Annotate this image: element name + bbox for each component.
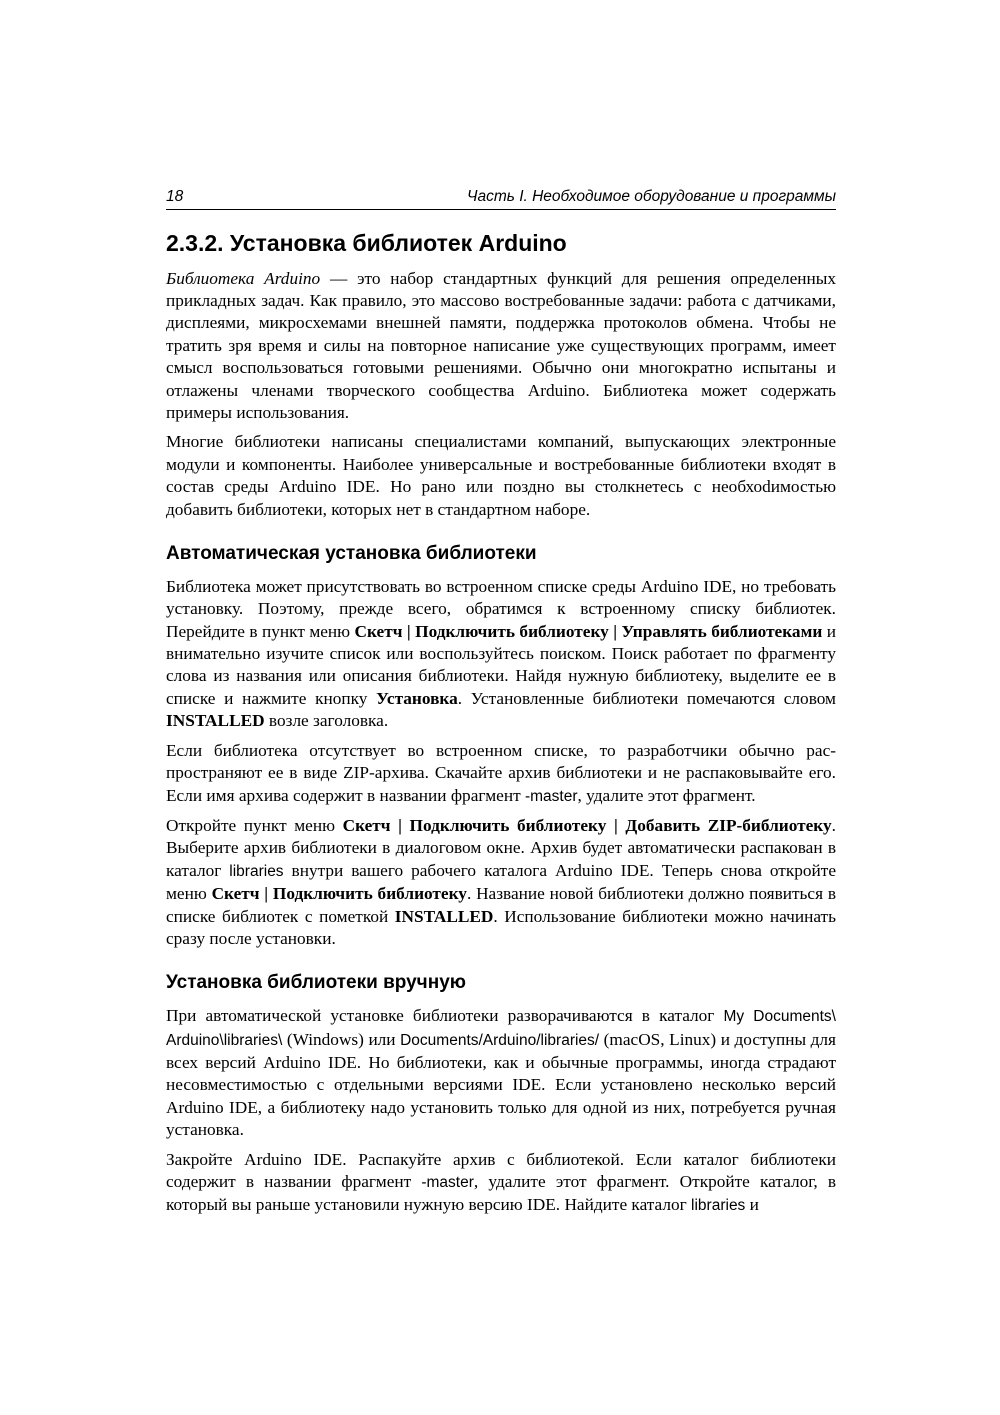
libraries-folder: libraries: [691, 1197, 746, 1215]
install-button-name: Установка: [376, 688, 458, 708]
page-number: 18: [166, 188, 184, 205]
section-title: 2.3.2. Установка библиотек Arduino: [166, 230, 567, 256]
intro-paragraph-1: Библиотека Arduino — это набор стандартных функций для решения определенных прикладных задач. Как правило, это массово востребованные задачи: работа с датчиками, дисплеями, микросхемами внешней памяти, поддержка протоколов обмена. Чтобы не тратить зря время и силы на повторное написание уже существующих программ, имеет смысл воспользоваться готовыми решениями. Обычно они многократно испытаны и отлажены членами творческого сообщества Arduino. Библиотека может содержать примеры использования.: [166, 268, 836, 423]
manual-paragraph-1: При автоматической установке библиотеки разворачиваются в каталог My Documents\ Arduino\libraries\ (Windows) или Documents/Arduino/libraries/ (macOS, Linux) и доступны для всех версий Arduino IDE. Но библиотеки, как и обычные программы, иногда страдают несовместимостью с отдельными версиями IDE. Если установлено несколько версий Arduino IDE, а библиотеку надо установить только для одной из них, потребуется ручная установка.: [166, 1006, 837, 1140]
intro-paragraph-2: Многие библиотеки написаны специалистами компаний, выпускающих электронные модули и компоненты. Наиболее универсальные и востребованные библиотеки входят в состав среды Arduino IDE. Но рано или поздно вы столкнетесь с необхоdимостью добавить библиотеки, которых нет в стандартном наборе.: [166, 432, 836, 519]
master-fragment: -master: [524, 787, 578, 805]
master-fragment: -master: [421, 1174, 474, 1191]
auto-paragraph-1: Библиотека может присутствовать во встроенном списке среды Arduino IDE, но требовать установку. Поэтому, прежде всего, обратимся к встроенному списку библиотек. Перейдите в пункт меню Скетч | Подключить библиотеку | Управлять библиотеками и внимательно изучите список или воспользуйтесь поиском. Поиск работает по фрагменту слова из названия или описания библиотеки. Найдя нужную библиотеку, выделите ее в списке и нажмите кнопку Установка. Установленные библиотеки помечаются словом INSTALLED возле заголовка.: [166, 576, 836, 731]
manual-paragraph-2: Закройте Arduino IDE. Распакуйте архив с библиотекой. Если каталог библиотеки содержит в названии фрагмент -master, удалите этот фрагмент. Откройте каталог, в который вы раньше установили нужную версию IDE. Найдите каталог libraries и: [166, 1149, 836, 1215]
subheading-auto-install: Автоматическая установка библиотеки: [166, 543, 537, 565]
running-title: Часть I. Необходимое оборудование и программы: [467, 188, 836, 205]
subheading-manual-install: Установка библиотеки вручную: [166, 972, 466, 994]
menu-path-include-library: Скетч | Подключить библиотеку: [211, 884, 467, 904]
auto-paragraph-2: Если библиотека отсутствует во встроенном списке, то разработчики обычно распространяют ее в виде ZIP-архива. Скачайте архив библиотеки и не распаковывайте его. Если имя архива содержит в названии фрагмент -master, удалите этот фрагмент.: [166, 740, 836, 805]
running-header: [166, 188, 836, 210]
installed-label: INSTALLED: [166, 711, 265, 731]
term-arduino-library: Библиотека Arduino: [166, 268, 321, 288]
windows-path: My Documents\ Arduino\libraries\: [166, 1008, 836, 1049]
menu-path-add-zip: Скетч | Подключить библиотеку | Добавить ZIP-библиотеку: [342, 815, 832, 835]
installed-label: INSTALLED: [394, 906, 494, 926]
unix-path: Documents/Arduino/libraries/: [400, 1031, 600, 1049]
libraries-folder: libraries: [229, 862, 284, 880]
menu-path-manage-libraries: Скетч | Подключить библиотеку | Управлять библиотеками: [354, 621, 823, 641]
auto-paragraph-3: Откройте пункт меню Скетч | Подключить библиотеку | Добавить ZIP-библиотеку. Выберите архив библиотеки в диалоговом окне. Архив будет автоматически распакован в каталог libraries внутри вашего рабочего каталога Arduino IDE. Теперь снова откройте меню Скетч | Подключить библиотеку. Название новой библиотеки должно появиться в списке библиотек с пометкой INSTALLED. Использование библиотеки можно начинать сразу после установки.: [166, 815, 836, 948]
page-content: [166, 188, 836, 1225]
